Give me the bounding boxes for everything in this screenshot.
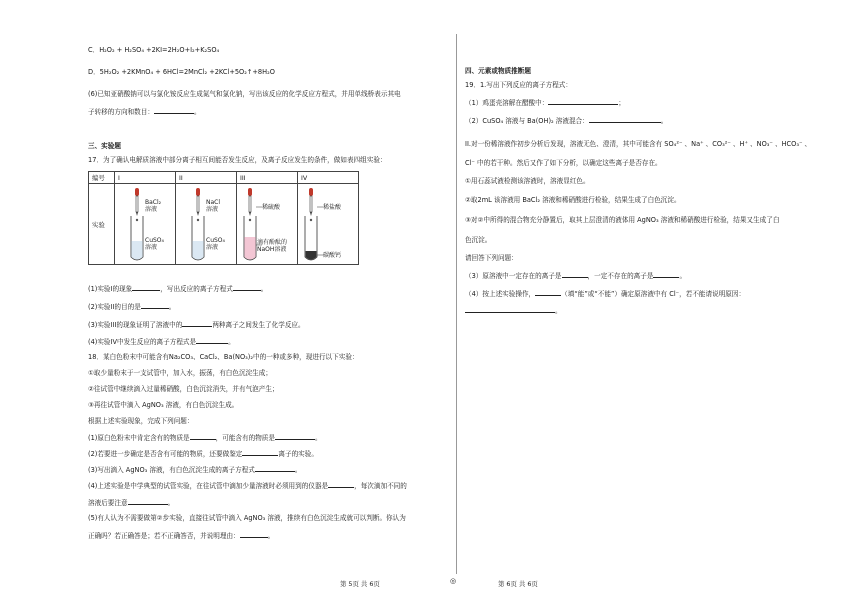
tube-label-caco3: 碳酸钙 (323, 252, 342, 259)
experiment-cell-4 (298, 184, 359, 265)
answer-blank[interactable] (190, 433, 216, 440)
q19-1: （1）鸡蛋壳溶解在醋酸中： ； (465, 99, 625, 107)
answer-blank[interactable] (255, 465, 295, 472)
table-col-2: II (176, 172, 237, 184)
table-col-3: III (237, 172, 298, 184)
answer-blank[interactable] (589, 116, 661, 123)
q18-5: (5)有人认为不需要做第②步实验，直接往试管中滴入 AgNO₃ 溶液，推续有白色沉淀生成就可以判断。你认为 (88, 514, 406, 522)
q19-4: （4）按上述实验操作， （填“能”或“不能”）确定原溶液中有 Cl⁻，若不能请说明原因： (465, 290, 746, 298)
q19-ii-line1: II.对一份稀溶液作初步分析后发现，溶液无色、澄清，其中可能含有 SO₄²⁻ 、Na⁺ 、CO₃²⁻ 、H⁺ 、NO₃⁻ 、HCO₃⁻ 、 (465, 140, 812, 148)
q17-3: (3)实验III的现象证明了溶液中的 两种离子之间发生了化学反应。 (88, 321, 305, 329)
table-col-1: I (115, 172, 176, 184)
experiment-cell-2 (176, 184, 237, 265)
q18-step3: ③再往试管中滴入 AgNO₃ 溶液，有白色沉淀生成。 (88, 401, 239, 409)
experiment-cell-3 (237, 184, 298, 265)
answer-blank[interactable] (128, 498, 168, 505)
page-number-left: 第 5页 共 6页 (340, 580, 380, 588)
answer-blank[interactable] (196, 337, 228, 344)
answer-blank[interactable] (275, 433, 315, 440)
answer-blank[interactable] (154, 107, 194, 114)
binding-mark-icon: ◎ (450, 577, 457, 585)
q19-step1: ①用石蕊试液检测该溶液时，溶液显红色。 (465, 177, 590, 185)
q19-step2: ②取2mL 该溶液用 BaCl₂ 溶液和稀硝酸进行检验，结果生成了白色沉淀。 (465, 196, 681, 204)
answer-blank[interactable] (562, 271, 588, 278)
tube-label-naoh: 滴有酚酞的 NaOH溶液 (257, 239, 288, 253)
tube-label-cuso4: CuSO₄ 溶液 (206, 237, 225, 251)
q19-step3: ③对②中所得的混合物充分静置后，取其上层澄清的液体用 AgNO₃ 溶液和稀硝酸进行检验，结果又生成了白 (465, 216, 780, 224)
q19-stem: 19．1.写出下列反应的离子方程式： (465, 81, 572, 89)
section-3-heading: 三、实验题 (88, 142, 121, 150)
answer-blank[interactable] (328, 481, 354, 488)
q18-3: (3)写出滴入 AgNO₃ 溶液，有白色沉淀生成的离子方程式 。 (88, 466, 302, 474)
table-header-row (89, 172, 359, 184)
answer-blank[interactable] (233, 284, 261, 291)
test-tube-dropper-icon (179, 185, 233, 263)
option-c: C．H₂O₂ + H₂SO₄ +2KI=2H₂O+I₂+K₂SO₄ (88, 46, 220, 54)
test-tube-dropper-icon (118, 185, 172, 263)
table-row-label: 实验 (89, 184, 115, 265)
tube-label-cuso4: CuSO₄ 溶液 (145, 237, 164, 251)
answer-blank[interactable] (240, 531, 268, 538)
q19-4-cont: 。 (465, 306, 562, 316)
experiment-cell-1 (115, 184, 176, 265)
q19-2: （2）CuSO₄ 溶液与 Ba(OH)₂ 溶液混合： 。 (465, 117, 668, 125)
table-header-label: 编号 (89, 172, 115, 184)
q18-1: (1)原白色粉末中肯定含有的物质是 ，可能含有的物质是 。 (88, 434, 322, 442)
page-number-right: 第 6页 共 6页 (498, 580, 538, 588)
q17-1: (1)实验I的现象 ，写出反应的离子方程式 。 (88, 285, 268, 293)
q18-4: (4)上述实验是中学典型的试管实验，在往试管中滴加少量溶液时必须用到的仪器是 ，每次滴加不同的 (88, 482, 407, 490)
answer-blank[interactable] (242, 449, 278, 456)
tube-label-hcl: 稀盐酸 (323, 204, 342, 211)
section-4-heading: 四、元素或物质推断题 (465, 67, 531, 75)
table-row (89, 184, 359, 265)
q6-line2: 子转移的方向和数目： 。 (88, 108, 201, 116)
q19-step3-cont: 色沉淀。 (465, 236, 492, 244)
q6-line1: (6)已知亚硝酸钠可以与氯化铵反应生成氮气和氯化钠，写出该反应的化学反应方程式，并用单线桥表示其电 (88, 90, 401, 98)
q17-2: (2)实验II的目的是 。 (88, 303, 176, 311)
q18-4-cont: 溶液后要注意 。 (88, 499, 175, 507)
q19-ask: 请回答下列问题： (465, 254, 518, 262)
experiment-table (88, 171, 359, 265)
answer-blank[interactable] (182, 320, 212, 327)
tube-label-bacl2: BaCl₂ 溶液 (145, 199, 162, 213)
column-divider (456, 34, 457, 574)
answer-blank[interactable] (132, 284, 160, 291)
q17-4: (4)实验IV中发生反应的离子方程式是 。 (88, 338, 235, 346)
q17-stem: 17．为了确认电解质溶液中部分离子相互间能否发生反应，及离子反应发生的条件，做如表四组实验： (88, 156, 387, 164)
q18-step1: ①取少量粉末于一支试管中，加入水，振荡，有白色沉淀生成； (88, 369, 272, 377)
answer-blank[interactable] (141, 302, 169, 309)
answer-blank[interactable] (548, 98, 618, 105)
q18-step2: ②往试管中继续滴入过量稀硝酸，白色沉淀消失，并有气泡产生； (88, 385, 279, 393)
tube-label-h2so4: 稀硫酸 (262, 204, 281, 211)
tube-label-nacl: NaCl 溶液 (206, 199, 221, 213)
q18-stem: 18．某白色粉末中可能含有Na₂CO₃、CaCl₂、Ba(NO₃)₂中的一种或多种，现进行以下实验： (88, 353, 359, 361)
q19-3: （3）原溶液中一定存在的离子是 ，一定不存在的离子是 。 (465, 272, 687, 280)
q18-2: (2)若要进一步确定是否含有可能的物质，还要做鉴定 离子的实验。 (88, 450, 318, 458)
option-d: D．5H₂O₂ +2KMnO₄ + 6HCl=2MnCl₂ +2KCl+5O₂↑+8H₂O (88, 68, 275, 76)
q18-intro: 根据上述实验现象，完成下列问题： (88, 417, 194, 425)
table-col-4: IV (298, 172, 359, 184)
answer-blank[interactable] (535, 289, 561, 296)
answer-blank[interactable] (653, 271, 679, 278)
answer-blank[interactable] (465, 306, 555, 313)
q18-5-cont: 正确吗？若正确答是；若不正确答否，并说明理由： 。 (88, 532, 275, 540)
q19-ii-line2: Cl⁻ 中的若干种。然后又作了如下分析，以确定这些离子是否存在。 (465, 159, 662, 167)
